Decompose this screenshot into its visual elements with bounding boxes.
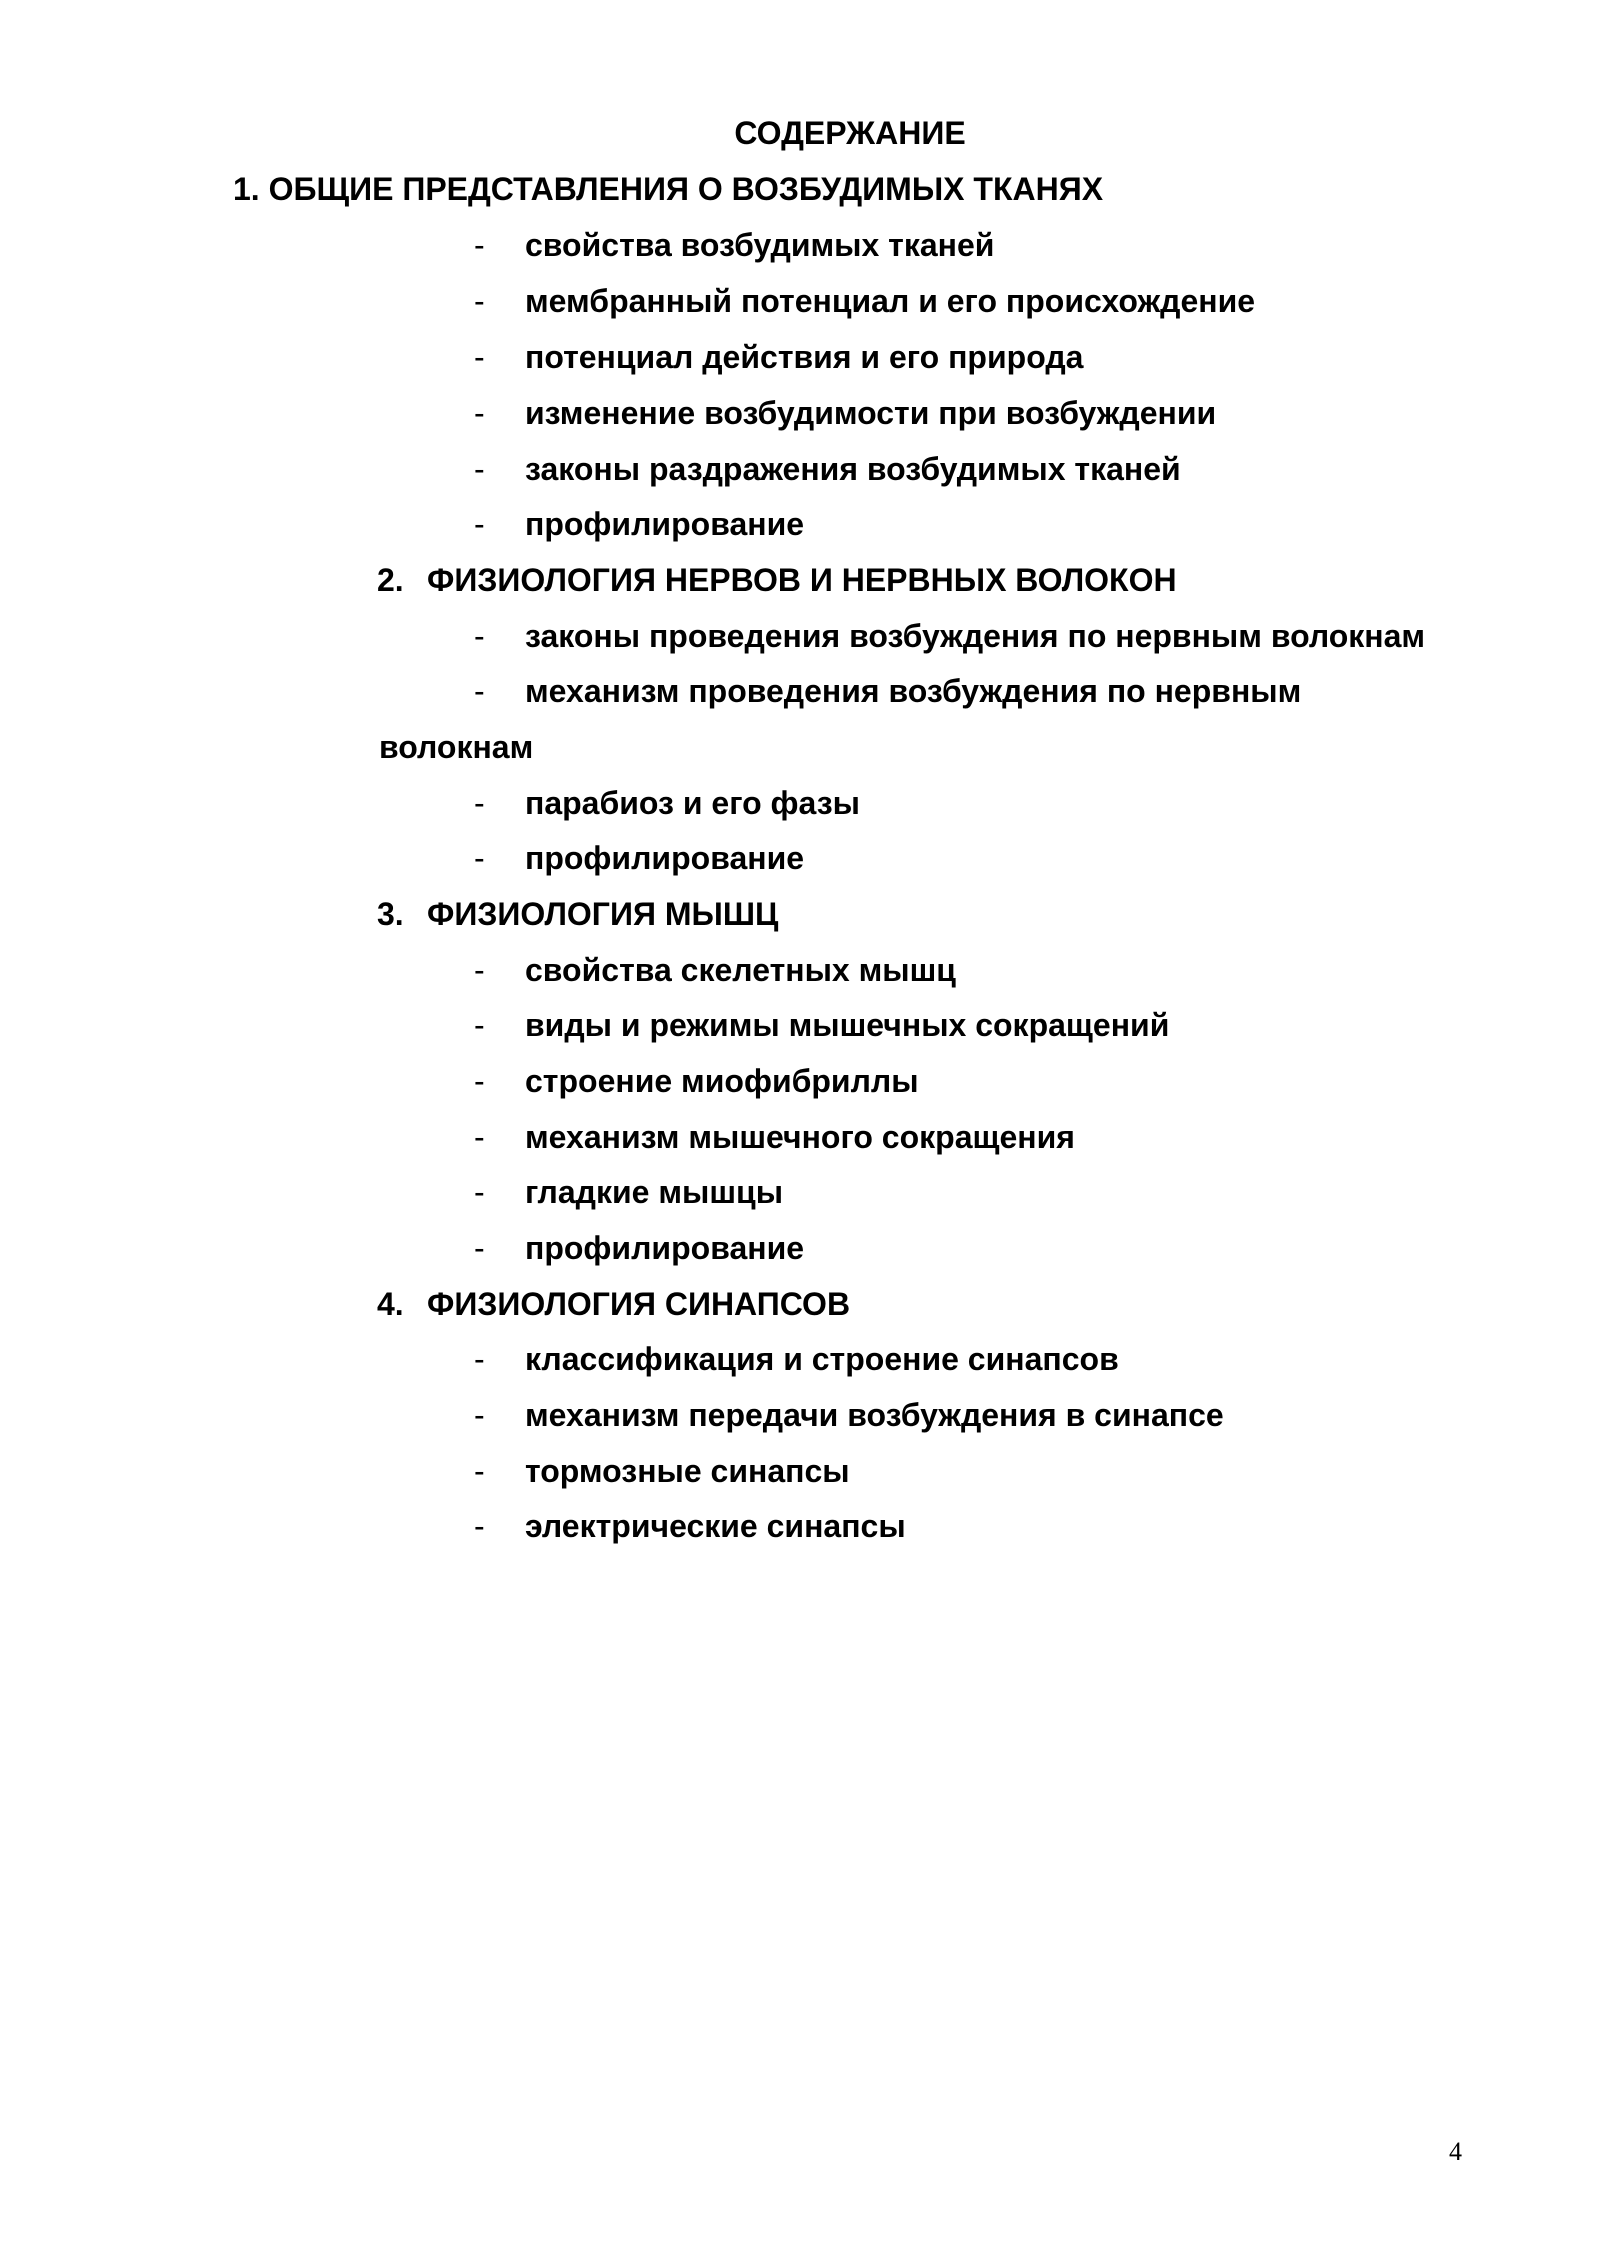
item-text: электрические синапсы (525, 1508, 906, 1544)
item-continuation: волокнам (379, 729, 534, 765)
section-number: 2. (377, 562, 404, 598)
item-text: мембранный потенциал и его происхождение (525, 283, 1256, 319)
section-number: 4. (377, 1286, 404, 1322)
item-text: профилирование (525, 1230, 805, 1266)
item-text: механизм передачи возбуждения в синапсе (525, 1397, 1224, 1433)
bullet-dash: - (474, 1063, 485, 1099)
item-text: парабиоз и его фазы (525, 785, 860, 821)
bullet-dash: - (474, 840, 485, 876)
section-1-heading: 1. ОБЩИЕ ПРЕДСТАВЛЕНИЯ О ВОЗБУДИМЫХ ТКАНЯХ (233, 171, 1104, 207)
section-heading-text: ФИЗИОЛОГИЯ НЕРВОВ И НЕРВНЫХ ВОЛОКОН (427, 562, 1177, 598)
bullet-dash: - (474, 1174, 485, 1210)
item-text: законы раздражения возбудимых тканей (525, 451, 1181, 487)
item-text: механизм проведения возбуждения по нервным (525, 673, 1302, 709)
item-text: профилирование (525, 506, 805, 542)
section-number: 3. (377, 896, 404, 932)
section-2-heading (377, 560, 1177, 600)
bullet-dash: - (474, 339, 485, 375)
bullet-dash: - (474, 506, 485, 542)
item-text: тормозные синапсы (525, 1453, 850, 1489)
toc-title: СОДЕРЖАНИЕ (734, 115, 966, 151)
page-number: 4 (1449, 2137, 1462, 2166)
bullet-dash: - (474, 1341, 485, 1377)
item-text: виды и режимы мышечных сокращений (525, 1007, 1170, 1043)
item-text: свойства скелетных мышц (525, 952, 956, 988)
item-text: свойства возбудимых тканей (525, 227, 995, 263)
section-4-heading (377, 1284, 850, 1324)
bullet-dash: - (474, 1119, 485, 1155)
bullet-dash: - (474, 618, 485, 654)
bullet-dash: - (474, 1007, 485, 1043)
section-heading-text: ФИЗИОЛОГИЯ СИНАПСОВ (427, 1286, 851, 1322)
item-text: потенциал действия и его природа (525, 339, 1084, 375)
bullet-dash: - (474, 283, 485, 319)
bullet-dash: - (474, 1453, 485, 1489)
item-text: механизм мышечного сокращения (525, 1119, 1075, 1155)
bullet-dash: - (474, 952, 485, 988)
bullet-dash: - (474, 227, 485, 263)
item-text: изменение возбудимости при возбуждении (525, 395, 1217, 431)
item-text: законы проведения возбуждения по нервным волокнам (525, 618, 1426, 654)
section-heading-text: ФИЗИОЛОГИЯ МЫШЦ (427, 896, 779, 932)
item-text: классификация и строение синапсов (525, 1341, 1119, 1377)
bullet-dash: - (474, 451, 485, 487)
bullet-dash: - (474, 785, 485, 821)
bullet-dash: - (474, 1230, 485, 1266)
section-3-heading (377, 894, 778, 934)
item-text: строение миофибриллы (525, 1063, 919, 1099)
bullet-dash: - (474, 1508, 485, 1544)
item-text: профилирование (525, 840, 805, 876)
bullet-dash: - (474, 1397, 485, 1433)
bullet-dash: - (474, 673, 485, 709)
item-text: гладкие мышцы (525, 1174, 784, 1210)
bullet-dash: - (474, 395, 485, 431)
